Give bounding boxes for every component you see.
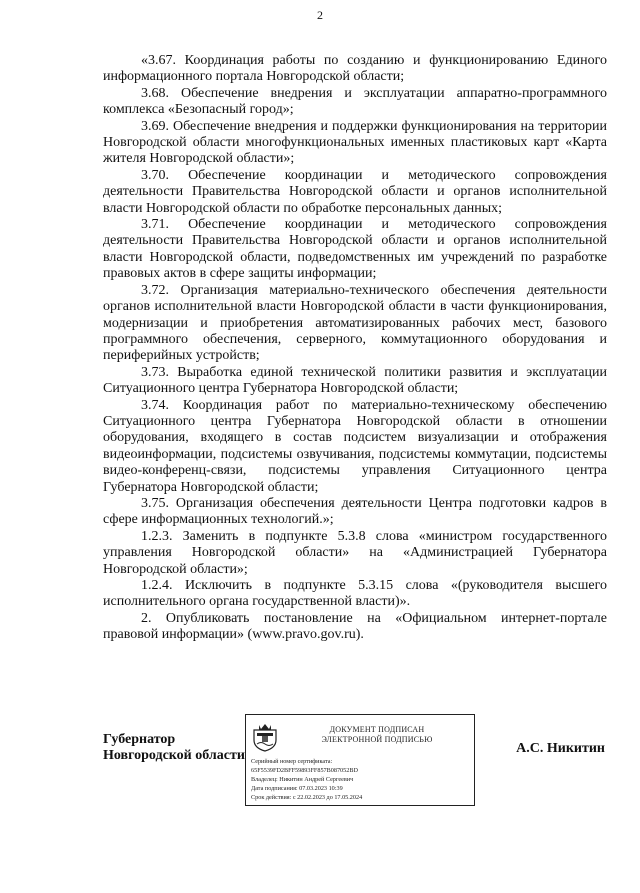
signer-title bbox=[103, 732, 253, 764]
paragraph-3-67: «3.67. Координация работы по созданию и функционированию Единого информационного портала Новгородской области; bbox=[103, 53, 607, 85]
stamp-heading-line1: ДОКУМЕНТ ПОДПИСАН bbox=[329, 725, 425, 734]
certificate-validity: Срок действия: с 22.02.2023 до 17.05.2024 bbox=[251, 794, 363, 801]
document-body bbox=[103, 53, 607, 644]
certificate-serial-label: Серийный номер сертификата: bbox=[251, 758, 333, 765]
paragraph-2: 2. Опубликовать постановление на «Официальном интернет-портале правовой информации» (www.pravo.gov.ru). bbox=[103, 610, 607, 643]
signer-title-line1: Губернатор bbox=[103, 732, 176, 747]
signer-name: А.С. Никитин bbox=[516, 741, 605, 756]
signer-title-line2: Новгородской области bbox=[103, 748, 245, 763]
certificate-serial: 65F5539FD2BFF59893FF857B087052BD bbox=[251, 767, 358, 774]
paragraph-3-72: 3.72. Организация материально-технического обеспечения деятельности органов исполнительной власти Новгородской области в части функционирования, модернизации и приобретения автоматизированных рабочих мест, базового программного обеспечения, серверного, коммутационного оборудования и периферийных устройств; bbox=[103, 282, 607, 364]
paragraph-1-2-4: 1.2.4. Исключить в подпункте 5.3.15 слова «(руководителя высшего исполнительного органа государственной власти)». bbox=[103, 578, 607, 610]
stamp-heading bbox=[288, 725, 466, 745]
paragraph-3-68: 3.68. Обеспечение внедрения и эксплуатации аппаратно-программного комплекса «Безопасный город»; bbox=[103, 85, 607, 118]
stamp-details bbox=[251, 757, 362, 802]
signing-date: Дата подписания: 07.03.2023 10:39 bbox=[251, 785, 343, 792]
novgorod-coat-of-arms-icon bbox=[251, 720, 279, 752]
paragraph-3-71: 3.71. Обеспечение координации и методического сопровождения деятельности Правительства Новгородской области и органов исполнительной власти Новгородской области, подведомственных им учреждений по разработке правовых актов в сфере защиты информации; bbox=[103, 217, 607, 282]
paragraph-1-2-3: 1.2.3. Заменить в подпункте 5.3.8 слова «министром государственного управления Новгородской области» на «Администрацией Губернатора Новгородской области»; bbox=[103, 528, 607, 577]
paragraph-3-70: 3.70. Обеспечение координации и методического сопровождения деятельности Правительства Новгородской области и органов исполнительной власти Новгородской области по обработке персональных данных; bbox=[103, 167, 607, 216]
certificate-owner: Владелец: Никитин Андрей Сергеевич bbox=[251, 776, 354, 783]
electronic-signature-stamp bbox=[245, 714, 475, 806]
paragraph-3-69: 3.69. Обеспечение внедрения и поддержки функционирования на территории Новгородской области многофункциональных именных пластиковых карт «Карта жителя Новгородской области»; bbox=[103, 118, 607, 167]
paragraph-3-73: 3.73. Выработка единой технической политики развития и эксплуатации Ситуационного центра Губернатора Новгородской области; bbox=[103, 364, 607, 397]
paragraph-3-75: 3.75. Организация обеспечения деятельности Центра подготовки кадров в сфере информационных технологий.»; bbox=[103, 495, 607, 528]
stamp-heading-line2: ЭЛЕКТРОННОЙ ПОДПИСЬЮ bbox=[321, 735, 433, 744]
page-number: 2 bbox=[317, 8, 323, 22]
paragraph-3-74: 3.74. Координация работ по материально-техническому обеспечению Ситуационного центра Губернатора Новгородской области в отношении оборудования, входящего в состав подсистем визуализации и отображения видеоинформации, подсистемы озвучивания, подсистемы коммутации, подсистемы видео-конференц-связи, подсистемы управления Ситуационного центра Губернатора Новгородской области; bbox=[103, 397, 607, 495]
